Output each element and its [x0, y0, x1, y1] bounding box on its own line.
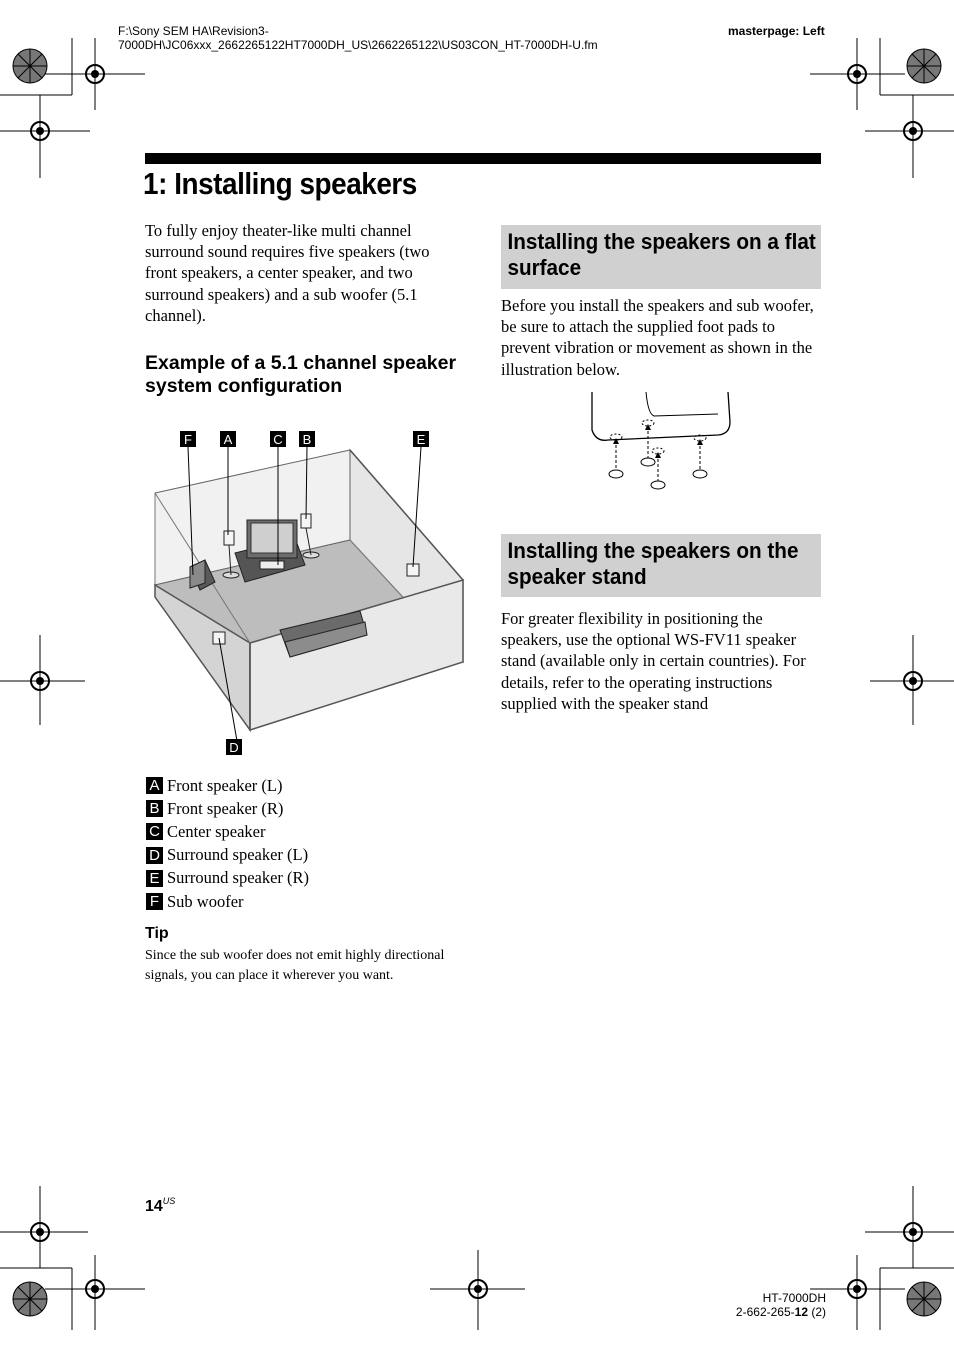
section-heading-flat-surface-text: Installing the speakers on a flat surface: [507, 229, 816, 280]
intro-paragraph: To fully enjoy theater-like multi channel surround sound requires five speakers (two front speakers, a center speaker, and two surround speakers) and a sub woofer (5.1 channel).: [145, 221, 430, 325]
legend-text: Surround speaker (R): [167, 868, 310, 888]
legend-letter-box: D: [146, 847, 163, 864]
section-heading-speaker-stand-text: Installing the speakers on the speaker stand: [507, 538, 799, 589]
tip-text: Since the sub woofer does not emit highly directional signals, you can place it wherever you want.: [145, 948, 445, 983]
document-code-bold: 12: [794, 1305, 808, 1319]
page-number-value: 14: [145, 1198, 163, 1215]
legend-text: Sub woofer: [167, 891, 244, 911]
page-number-suffix: US: [162, 1196, 176, 1206]
masterpage-label: masterpage: Left: [728, 24, 825, 38]
tip-heading: Tip: [145, 925, 169, 942]
file-path-line-2: 7000DH\JC06xxx_2662265122HT7000DH_US\2662265122\US03CON_HT-7000DH-U.fm: [118, 38, 598, 52]
document-code-prefix: 2-662-265-: [735, 1305, 795, 1319]
svg-text:C: C: [273, 432, 283, 447]
file-path-line-1: F:\Sony SEM HA\Revision3-: [118, 24, 269, 38]
legend-letter-box: A: [146, 777, 163, 794]
model-name: HT-7000DH: [762, 1291, 826, 1305]
svg-text:A: A: [223, 432, 233, 447]
example-heading: Example of a 5.1 channel speaker system configuration: [145, 352, 457, 397]
svg-text:E: E: [416, 432, 426, 447]
legend-letter-box: E: [146, 870, 163, 887]
svg-text:B: B: [302, 432, 312, 447]
legend-text: Center speaker: [167, 821, 266, 841]
document-code-suffix: (2): [808, 1305, 826, 1319]
speaker-stand-paragraph: For greater flexibility in positioning the speakers, use the optional WS-FV11 speaker stand (available only in certain countries). For details, refer to the operating instructions supplied with the speaker stand: [501, 609, 806, 713]
legend-text: Front speaker (L): [167, 775, 283, 795]
legend-text: Front speaker (R): [167, 798, 284, 818]
flat-surface-paragraph: Before you install the speakers and sub woofer, be sure to attach the supplied foot pads to prevent vibration or movement as shown in the illustration below.: [501, 296, 814, 379]
legend-letter-box: B: [146, 800, 163, 817]
svg-text:F: F: [184, 432, 192, 447]
legend-letter-box: F: [146, 893, 163, 910]
page-title: 1: Installing speakers: [143, 166, 417, 201]
legend-text: Surround speaker (L): [167, 845, 309, 865]
svg-text:D: D: [229, 740, 239, 755]
legend-letter-box: C: [146, 823, 163, 840]
